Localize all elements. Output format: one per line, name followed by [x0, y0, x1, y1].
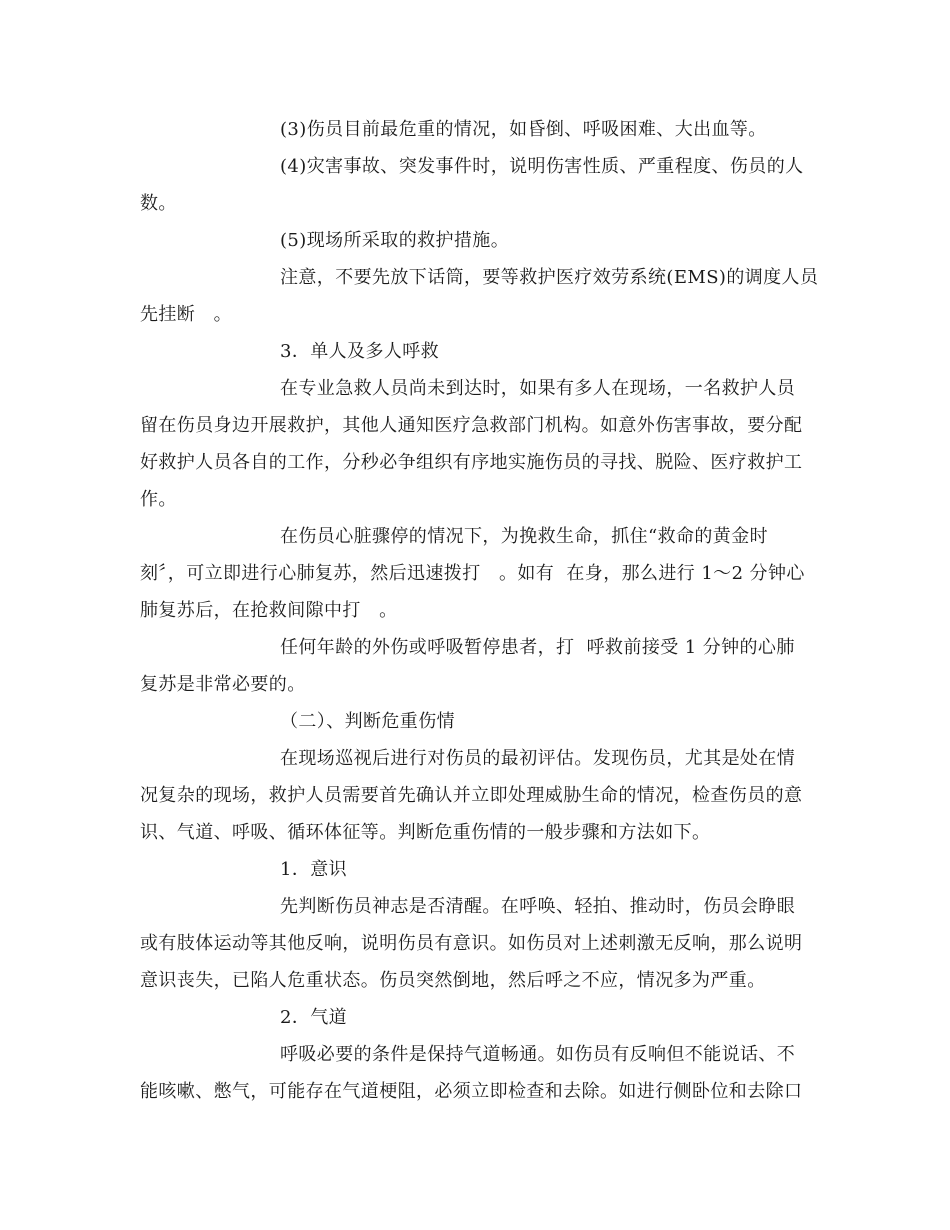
section-heading-2: （二）、判断危重伤情	[280, 711, 455, 732]
text-line-11: 作。	[140, 489, 177, 510]
text-line-9: 留在伤员身边开展救护，其他人通知医疗急救部门机构。如意外伤害事故，要分配	[140, 415, 803, 436]
section-heading-consciousness: 1．意识	[280, 859, 348, 880]
section-heading-airway: 2．气道	[280, 1007, 348, 1028]
text-line-20: 识、气道、呼吸、循环体征等。判断危重伤情的一般步骤和方法如下。	[140, 822, 711, 843]
text-line-24: 意识丧失，已陷人危重状态。伤员突然倒地，然后呼之不应，情况多为严重。	[140, 970, 766, 991]
text-line-22: 先判断伤员神志是否清醒。在呼唤、轻拍、推动时，伤员会睁眼	[280, 896, 796, 917]
text-line-6: 先挂断 。	[140, 304, 232, 325]
text-line-12: 在伤员心脏骤停的情况下，为挽救生命，抓住“救命的黄金时	[280, 526, 768, 547]
text-line-18: 在现场巡视后进行对伤员的最初评估。发现伤员，尤其是处在情	[280, 748, 796, 769]
text-line-4: (5)现场所采取的救护措施。	[280, 230, 510, 251]
text-line-2: (4)灾害事故、突发事件时，说明伤害性质、严重程度、伤员的人	[280, 156, 804, 177]
text-line-27: 能咳嗽、憋气，可能存在气道梗阻，必须立即检查和去除。如进行侧卧位和去除口	[140, 1081, 803, 1102]
text-line-13: 刻〞，可立即进行心肺复苏，然后迅速拨打 。如有 在身，那么进行 1～2 分钟心	[140, 563, 805, 584]
text-line-23: 或有肢体运动等其他反响，说明伤员有意识。如伤员对上述刺激无反响，那么说明	[140, 933, 803, 954]
text-line-3: 数。	[140, 193, 177, 214]
text-line-8: 在专业急救人员尚未到达时，如果有多人在现场，一名救护人员	[280, 378, 796, 399]
text-line-26: 呼吸必要的条件是保持气道畅通。如伤员有反响但不能说话、不	[280, 1044, 796, 1065]
text-line-10: 好救护人员各自的工作，分秒必争组织有序地实施伤员的寻找、脱险、医疗救护工	[140, 452, 803, 473]
text-line-16: 复苏是非常必要的。	[140, 674, 306, 695]
text-line-15: 任何年龄的外伤或呼吸暂停患者，打 呼救前接受 1 分钟的心肺	[280, 637, 795, 658]
text-line-14: 肺复苏后，在抢救间隙中打 。	[140, 600, 398, 621]
text-line-5: 注意，不要先放下话筒，要等救护医疗效劳系统(EMS)的调度人员	[280, 267, 819, 288]
text-line-1: (3)伤员目前最危重的情况，如昏倒、呼吸困难、大出血等。	[280, 119, 767, 140]
section-heading-3: 3．单人及多人呼救	[280, 341, 440, 362]
text-line-19: 况复杂的现场，救护人员需要首先确认并立即处理威胁生命的情况，检查伤员的意	[140, 785, 803, 806]
